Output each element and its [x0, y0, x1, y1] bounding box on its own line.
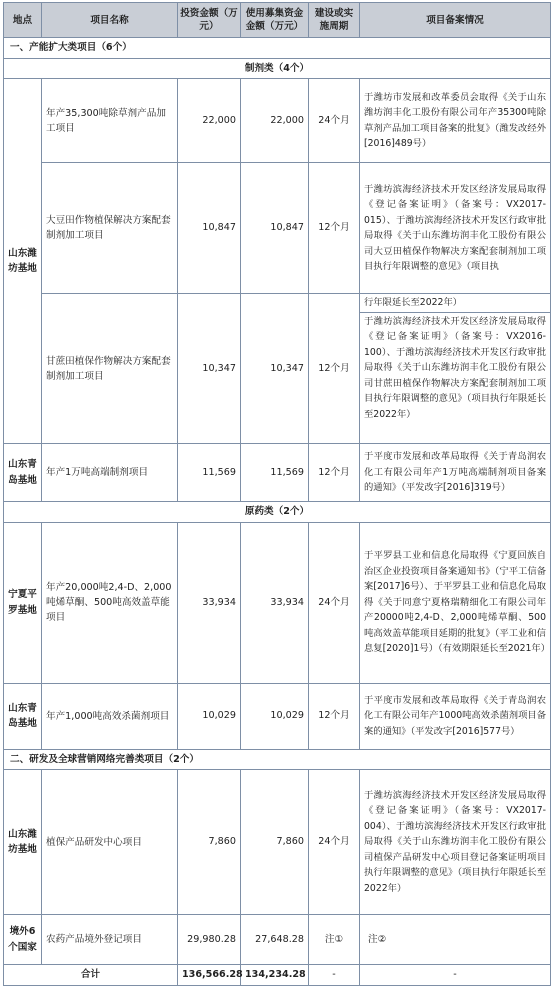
project-name: 农药产品境外登记项目 — [42, 915, 178, 965]
investment-cell: 22,000 — [178, 79, 241, 163]
project-table-container — [3, 2, 550, 986]
period-cell: 24个月 — [309, 79, 360, 163]
header-location: 地点 — [4, 3, 42, 38]
table-row — [4, 163, 551, 294]
location-cell: 山东潍坊基地 — [4, 770, 42, 915]
location-cell: 山东潍坊基地 — [4, 79, 42, 444]
filing-cell: 于平度市发展和改革局取得《关于青岛润农化工有限公司年产1万吨高端制剂项目备案的通知》（平发改字[2016]319号） — [360, 444, 551, 502]
period-cell: 24个月 — [309, 522, 360, 683]
subsection-technical: 原药类（2个） — [4, 502, 551, 523]
project-table — [3, 2, 551, 986]
raised-cell: 7,860 — [241, 770, 309, 915]
subsection-row — [4, 502, 551, 523]
period-cell: 注① — [309, 915, 360, 965]
total-label: 合计 — [4, 965, 178, 986]
header-raised: 使用募集资金金额（万元） — [241, 3, 309, 38]
investment-cell: 33,934 — [178, 522, 241, 683]
investment-cell: 11,569 — [178, 444, 241, 502]
header-row — [4, 3, 551, 38]
raised-cell: 33,934 — [241, 522, 309, 683]
period-cell: 12个月 — [309, 444, 360, 502]
location-cell: 境外6个国家 — [4, 915, 42, 965]
investment-cell: 10,347 — [178, 294, 241, 444]
section-row — [4, 749, 551, 770]
project-name: 年产1,000吨高效杀菌剂项目 — [42, 683, 178, 749]
filing-cell — [360, 294, 551, 444]
total-raised: 134,234.28 — [241, 965, 309, 986]
filing-cell: 于平罗县工业和信息化局取得《宁夏回族自治区企业投资项目备案通知书》（宁平工信备案[2017]6号）、于平罗县工业和信息化局取得《关于同意宁夏格瑞精细化工有限公司年产20000吨2,4-D、2,000吨烯草酮、500吨高效盖草能项目延期的批复》（平工业和信息复[2020]1号）（有效期限延长至2021年） — [360, 522, 551, 683]
filing-tail: 行年限延长至2022年） — [360, 295, 550, 313]
period-cell: 12个月 — [309, 683, 360, 749]
period-cell: 24个月 — [309, 770, 360, 915]
raised-cell: 10,347 — [241, 294, 309, 444]
header-filing: 项目备案情况 — [360, 3, 551, 38]
period-cell: 12个月 — [309, 163, 360, 294]
filing-cell: 于潍坊市发展和改革委员会取得《关于山东潍坊润丰化工股份有限公司年产35300吨除草剂产品加工项目备案的批复》（潍发改经外[2016]489号） — [360, 79, 551, 163]
location-cell: 山东青岛基地 — [4, 683, 42, 749]
section-row — [4, 38, 551, 59]
raised-cell: 27,648.28 — [241, 915, 309, 965]
table-row — [4, 79, 551, 163]
table-row — [4, 294, 551, 444]
header-investment: 投资金额（万元） — [178, 3, 241, 38]
subsection-formulation: 制剂类（4个） — [4, 58, 551, 79]
investment-cell: 7,860 — [178, 770, 241, 915]
table-row — [4, 770, 551, 915]
investment-cell: 10,029 — [178, 683, 241, 749]
total-period: - — [309, 965, 360, 986]
table-row — [4, 522, 551, 683]
filing-cell: 于平度市发展和改革局取得《关于青岛润农化工有限公司年产1000吨高效杀菌剂项目备案的通知》（平发改字[2016]577号） — [360, 683, 551, 749]
table-row — [4, 915, 551, 965]
table-row — [4, 683, 551, 749]
section-title-1: 一、产能扩大类项目（6个） — [4, 38, 551, 59]
project-name: 植保产品研发中心项目 — [42, 770, 178, 915]
total-investment: 136,566.28 — [178, 965, 241, 986]
subsection-row — [4, 58, 551, 79]
filing-cell: 于潍坊滨海经济技术开发区经济发展局取得《登记备案证明》（备案号：VX2017-015）、于潍坊滨海经济技术开发区行政审批局取得《关于山东潍坊润丰化工股份有限公司大豆田植保作物解决方案配套制剂加工项目执行年限调整的意见》（项目执 — [360, 163, 551, 294]
table-row — [4, 444, 551, 502]
header-project: 项目名称 — [42, 3, 178, 38]
total-row — [4, 965, 551, 986]
header-period: 建设或实施周期 — [309, 3, 360, 38]
project-name: 年产35,300吨除草剂产品加工项目 — [42, 79, 178, 163]
period-cell: 12个月 — [309, 294, 360, 444]
project-name: 大豆田作物植保解决方案配套制剂加工项目 — [42, 163, 178, 294]
raised-cell: 10,029 — [241, 683, 309, 749]
raised-cell: 11,569 — [241, 444, 309, 502]
section-title-2: 二、研发及全球营销网络完善类项目（2个） — [4, 749, 551, 770]
project-name: 年产1万吨高端制剂项目 — [42, 444, 178, 502]
filing-text: 于潍坊滨海经济技术开发区经济发展局取得《登记备案证明》（备案号：VX2016-100）、于潍坊滨海经济技术开发区行政审批局取得《关于山东潍坊润丰化工股份有限公司甘蔗田植保作物解决方案配套制剂加工项目执行年限调整的意见》（项目执行年限延长至2022年） — [364, 315, 546, 420]
location-cell: 山东青岛基地 — [4, 444, 42, 502]
investment-cell: 29,980.28 — [178, 915, 241, 965]
filing-cell: 注② — [360, 915, 551, 965]
location-cell: 宁夏平罗基地 — [4, 522, 42, 683]
investment-cell: 10,847 — [178, 163, 241, 294]
raised-cell: 10,847 — [241, 163, 309, 294]
filing-cell: 于潍坊滨海经济技术开发区经济发展局取得《登记备案证明》（备案号：VX2017-004）、于潍坊滨海经济技术开发区行政审批局取得《关于山东潍坊润丰化工股份有限公司植保产品研发中心项目登记备案证明项目执行年限调整的意见》（项目执行年限延长至2022年） — [360, 770, 551, 915]
total-filing: - — [360, 965, 551, 986]
project-name: 年产20,000吨2,4-D、2,000吨烯草酮、500吨高效盖草能项目 — [42, 522, 178, 683]
raised-cell: 22,000 — [241, 79, 309, 163]
project-name: 甘蔗田植保作物解决方案配套制剂加工项目 — [42, 294, 178, 444]
